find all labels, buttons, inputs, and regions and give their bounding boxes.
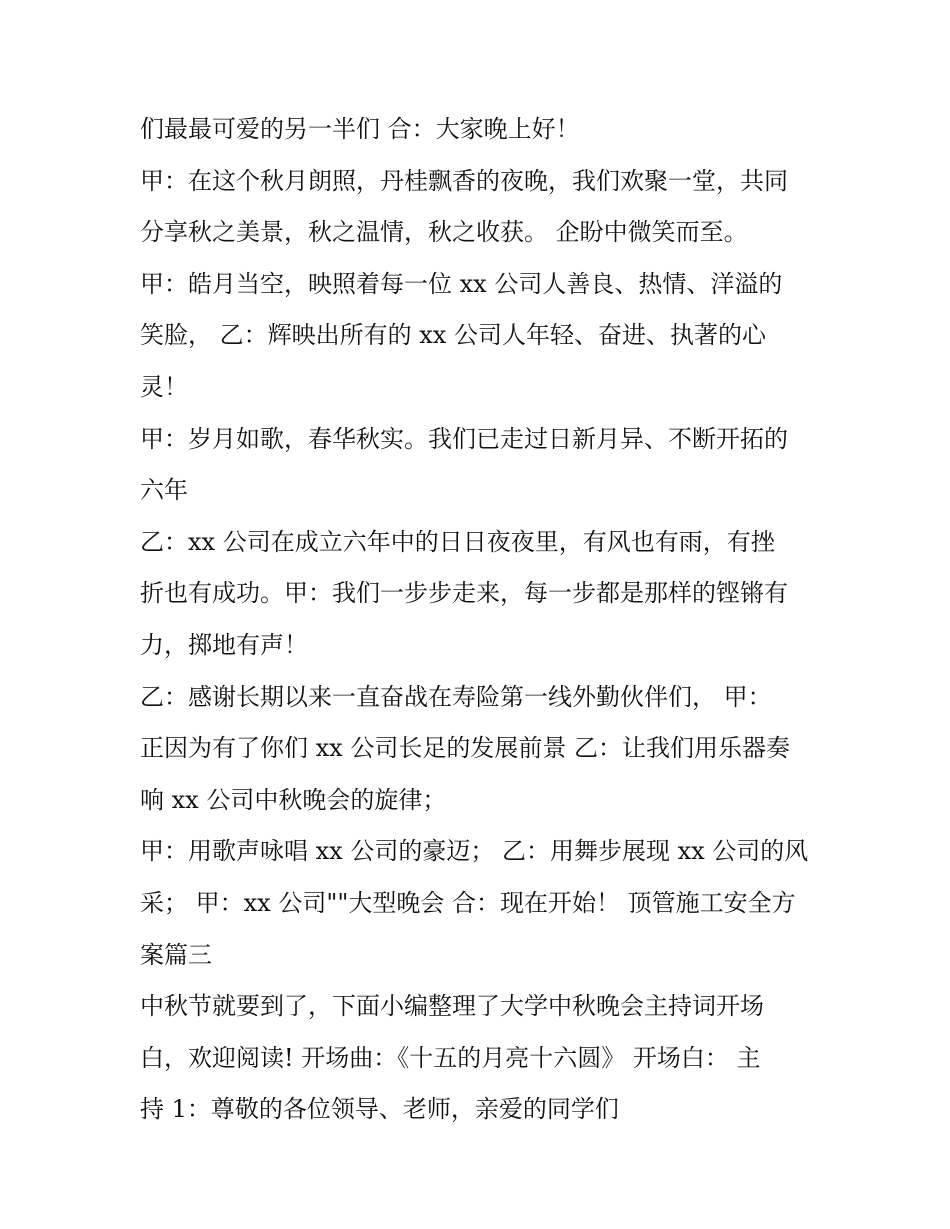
text-line: 乙：xx 公司在成立六年中的日日夜夜里，有风也有雨，有挫	[140, 527, 775, 556]
text-line: 甲：用歌声咏唱 xx 公司的豪迈； 乙：用舞步展现 xx 公司的风	[140, 837, 809, 866]
text-line: 甲：岁月如歌，春华秋实。我们已走过日新月异、不断开拓的	[140, 424, 788, 453]
text-line: 乙：感谢长期以来一直奋战在寿险第一线外勤伙伴们， 甲：	[140, 682, 772, 711]
text-line: 笑脸， 乙：辉映出所有的 xx 公司人年轻、奋进、执著的心	[140, 321, 766, 350]
text-line: 分享秋之美景，秋之温情，秋之收获。 企盼中微笑而至。	[140, 218, 748, 247]
text-line: 持 1：尊敬的各位领导、老师，亲爱的同学们	[140, 1095, 619, 1124]
text-line: 们最最可爱的另一半们 合：大家晚上好！	[140, 115, 580, 143]
text-line: 采； 甲：xx 公司""大型晚会 合：现在开始！ 顶管施工安全方	[140, 888, 796, 917]
text-line: 折也有成功。甲：我们一步步走来，每一步都是那样的铿锵有	[140, 579, 788, 608]
text-line: 灵！	[140, 372, 188, 401]
text-line: 白，欢迎阅读! 开场曲：《十五的月亮十六圆》 开场白： 主	[140, 1043, 761, 1072]
text-line: 正因为有了你们 xx 公司长足的发展前景 乙：让我们用乐器奏	[140, 734, 790, 763]
text-line: 案篇三	[140, 940, 212, 969]
text-line: 甲：在这个秋月朗照，丹桂飘香的夜晚，我们欢聚一堂，共同	[140, 166, 788, 195]
text-line: 响 xx 公司中秋晚会的旋律；	[140, 785, 447, 814]
text-line: 甲：皓月当空，映照着每一位 xx 公司人善良、热情、洋溢的	[140, 269, 783, 298]
text-line: 力，掷地有声！	[140, 630, 308, 659]
document-body	[140, 104, 830, 1136]
text-line: 六年	[140, 476, 188, 505]
text-line: 中秋节就要到了，下面小编整理了大学中秋晚会主持词开场	[140, 992, 764, 1021]
